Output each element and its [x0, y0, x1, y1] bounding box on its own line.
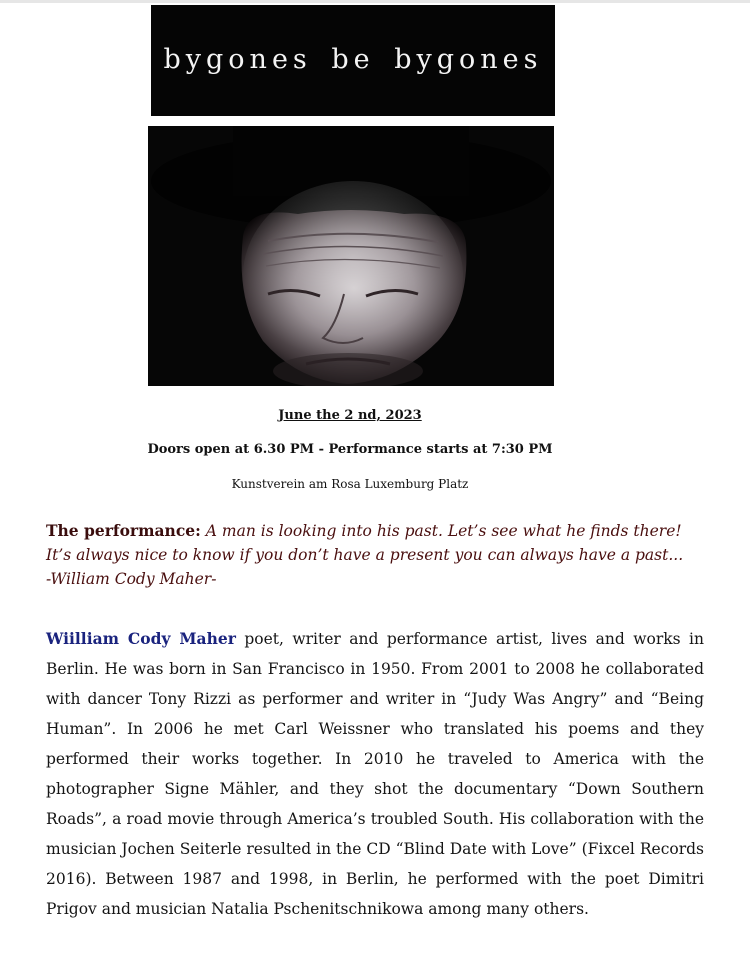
- artist-name: Wiilliam Cody Maher: [46, 629, 236, 648]
- performance-label: The performance:: [46, 521, 201, 540]
- performance-signature: -William Cody Maher-: [46, 570, 217, 588]
- event-times: Doors open at 6.30 PM - Performance starts at 7:30 PM: [147, 442, 553, 457]
- top-divider: [0, 0, 750, 3]
- performance-description: [46, 519, 706, 591]
- event-date: June the 2 nd, 2023: [278, 408, 422, 423]
- portrait-photo: [148, 126, 554, 386]
- title-banner: [151, 5, 555, 116]
- portrait-image: [148, 126, 554, 386]
- artist-bio-text: poet, writer and performance artist, lives and works in Berlin. He was born in San Francisco in 1950. From 2001 to 2008 he collaborated with dancer Tony Rizzi as performer and writer in “Judy Was Angry” and “Being Human”. In 2006 he met Carl Weissner who translated his poems and they performed their works together. In 2010 he traveled to America with the photographer Signe Mähler, and they shot the documentary “Down Southern Roads”, a road movie through America’s troubled South. His collaboration with the musician Jochen Seiterle resulted in the CD “Blind Date with Love” (Fixcel Records 2016). Between 1987 and 1998, in Berlin, he performed with the poet Dimitri Prigov and musician Natalia Pschenitschnikowa among many others.: [46, 630, 704, 918]
- artist-bio: [46, 624, 704, 924]
- page-title: bygones be bygones: [163, 43, 543, 75]
- event-venue: Kunstverein am Rosa Luxemburg Platz: [231, 477, 469, 491]
- performance-quote: A man is looking into his past. Let’s see what he finds there! It’s always nice to know if you don’t have a present you can always have a past...: [46, 522, 684, 564]
